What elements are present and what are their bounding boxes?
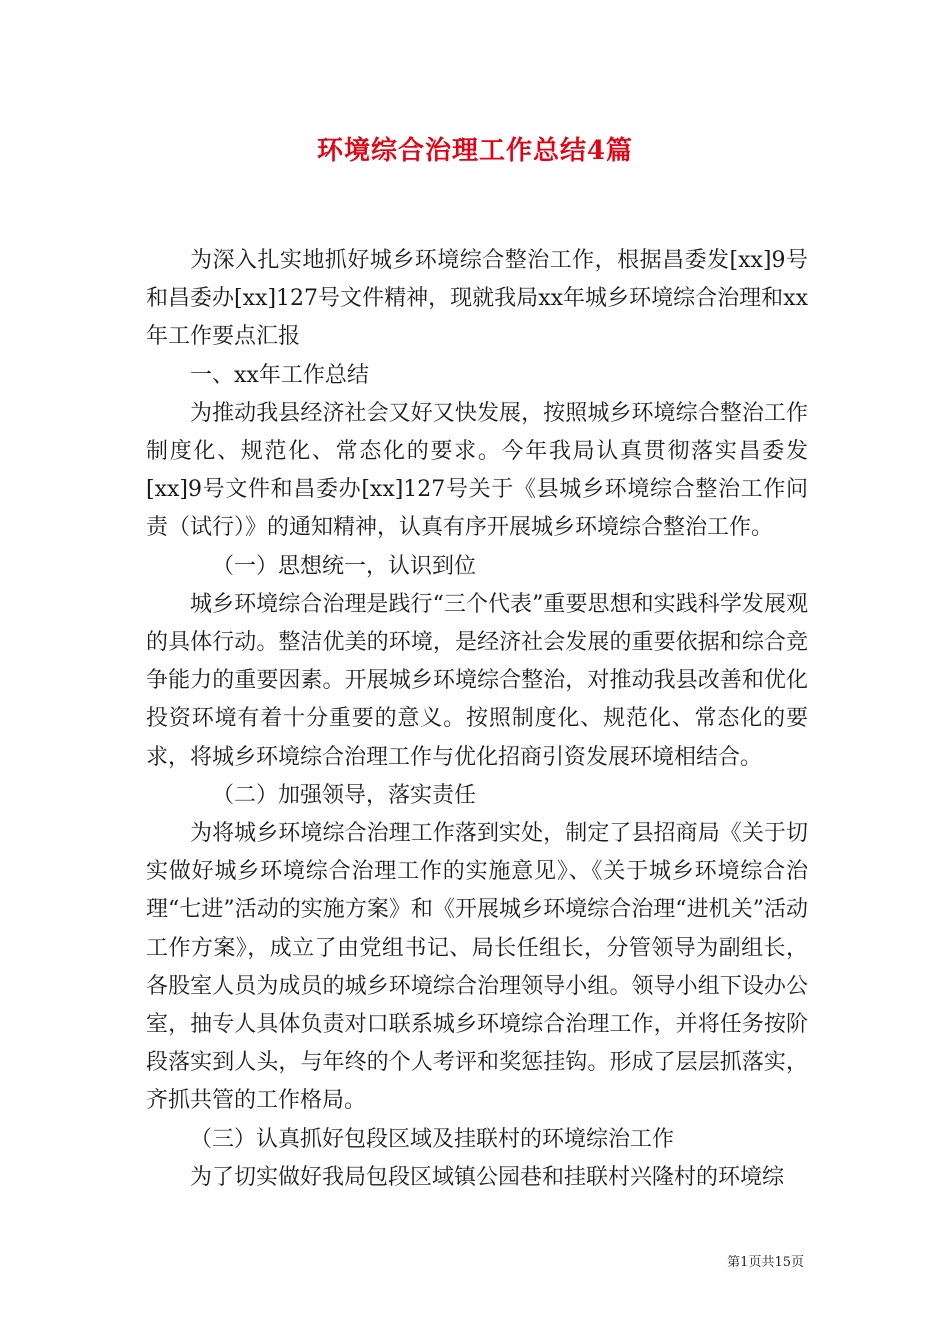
subsection-heading: （二）加强领导，落实责任 <box>212 782 477 808</box>
paragraph: 为推动我县经济社会又好又快发展，按照城乡环境综合整治工作制度化、规范化、常态化的要求。今年我局认真贯彻落实昌委发[xx]9号文件和昌委办[xx]127号关于《县城乡环境综合整治工作问责（试行）》的通知精神，认真有序开展城乡环境综合整治工作。 <box>146 400 808 541</box>
paragraph: 为了切实做好我局包段区域镇公园巷和挂联村兴隆村的环境综 <box>190 1164 785 1190</box>
paragraph: 为将城乡环境综合治理工作落到实处，制定了县招商局《关于切实做好城乡环境综合治理工作的实施意见》、《关于城乡环境综合治理“七进”活动的实施方案》和《开展城乡环境综合治理“进机关”活动工作方案》，成立了由党组书记、局长任组长，分管领导为副组长，各股室人员为成员的城乡环境综合治理领导小组。领导小组下设办公室，抽专人具体负责对口联系城乡环境综合治理工作，并将任务按阶段落实到人头，与年终的个人考评和奖惩挂钩。形成了层层抓落实，齐抓共管的工作格局。 <box>146 821 808 1114</box>
page-number-footer: 第1页共15页 <box>727 1255 804 1270</box>
paragraph: 城乡环境综合治理是践行“三个代表”重要思想和实践科学发展观的具体行动。整洁优美的环境，是经济社会发展的重要依据和综合竞争能力的重要因素。开展城乡环境综合整治，对推动我县改善和优化投资环境有着十分重要的意义。按照制度化、规范化、常态化的要求，将城乡环境综合治理工作与优化招商引资发展环境相结合。 <box>146 591 808 770</box>
document-title: 环境综合治理工作总结4篇 <box>316 136 634 166</box>
subsection-heading: （一）思想统一，认识到位 <box>212 553 477 579</box>
document-body <box>146 242 808 1197</box>
paragraph: 为深入扎实地抓好城乡环境综合整治工作，根据昌委发[xx]9号和昌委办[xx]127号文件精神，现就我局xx年城乡环境综合治理和xx年工作要点汇报 <box>146 248 808 350</box>
subsection-heading: （三）认真抓好包段区域及挂联村的环境综治工作 <box>190 1126 675 1152</box>
section-heading: 一、xx年工作总结 <box>190 362 369 388</box>
